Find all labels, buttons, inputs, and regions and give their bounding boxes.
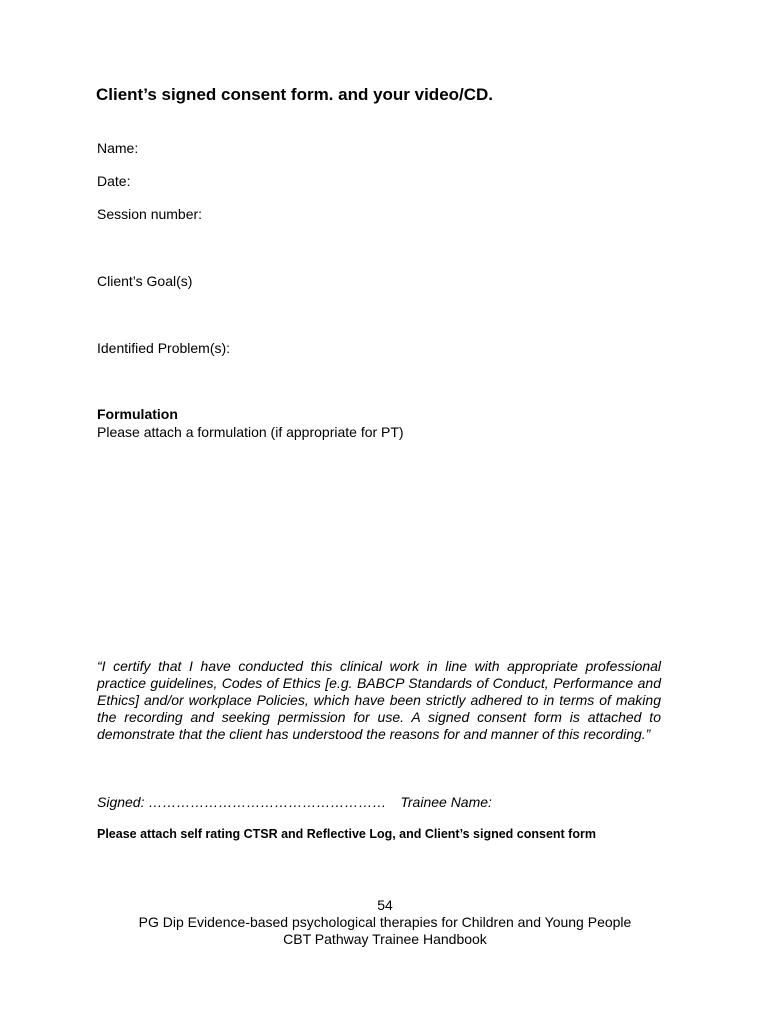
page-number: 54 xyxy=(377,897,393,913)
footer-programme-title: PG Dip Evidence-based psychological therapies for Children and Young People xyxy=(138,914,632,930)
formulation-note: Please attach a formulation (if appropriate for PT) xyxy=(97,424,404,440)
name-label: Name: xyxy=(97,140,139,156)
identified-problems-label: Identified Problem(s): xyxy=(97,340,231,356)
attach-instructions: Please attach self rating CTSR and Reflective Log, and Client’s signed consent form xyxy=(97,827,596,841)
clients-goals-label: Client’s Goal(s) xyxy=(97,273,193,289)
formulation-heading: Formulation xyxy=(97,406,178,422)
session-number-label: Session number: xyxy=(97,206,203,222)
signature-line xyxy=(97,794,492,810)
footer-handbook-title: CBT Pathway Trainee Handbook xyxy=(283,931,487,947)
trainee-name-label: Trainee Name: xyxy=(400,794,492,810)
signed-label: Signed: …………………………………………… xyxy=(97,794,387,810)
date-label: Date: xyxy=(97,173,131,189)
certification-statement: “I certify that I have conducted this clinical work in line with appropriate professional practice guidelines, Codes of Ethics [e.g. BABCP Standards of Conduct, Performance and Ethics] and/or workplace Policies, which have been strictly adhered to in terms of making the recording and seeking permission for use. A signed consent form is attached to demonstrate that the client has understood the reasons for and manner of this recording.” xyxy=(97,658,661,742)
page-title: Client’s signed consent form. and your video/CD. xyxy=(96,85,494,104)
